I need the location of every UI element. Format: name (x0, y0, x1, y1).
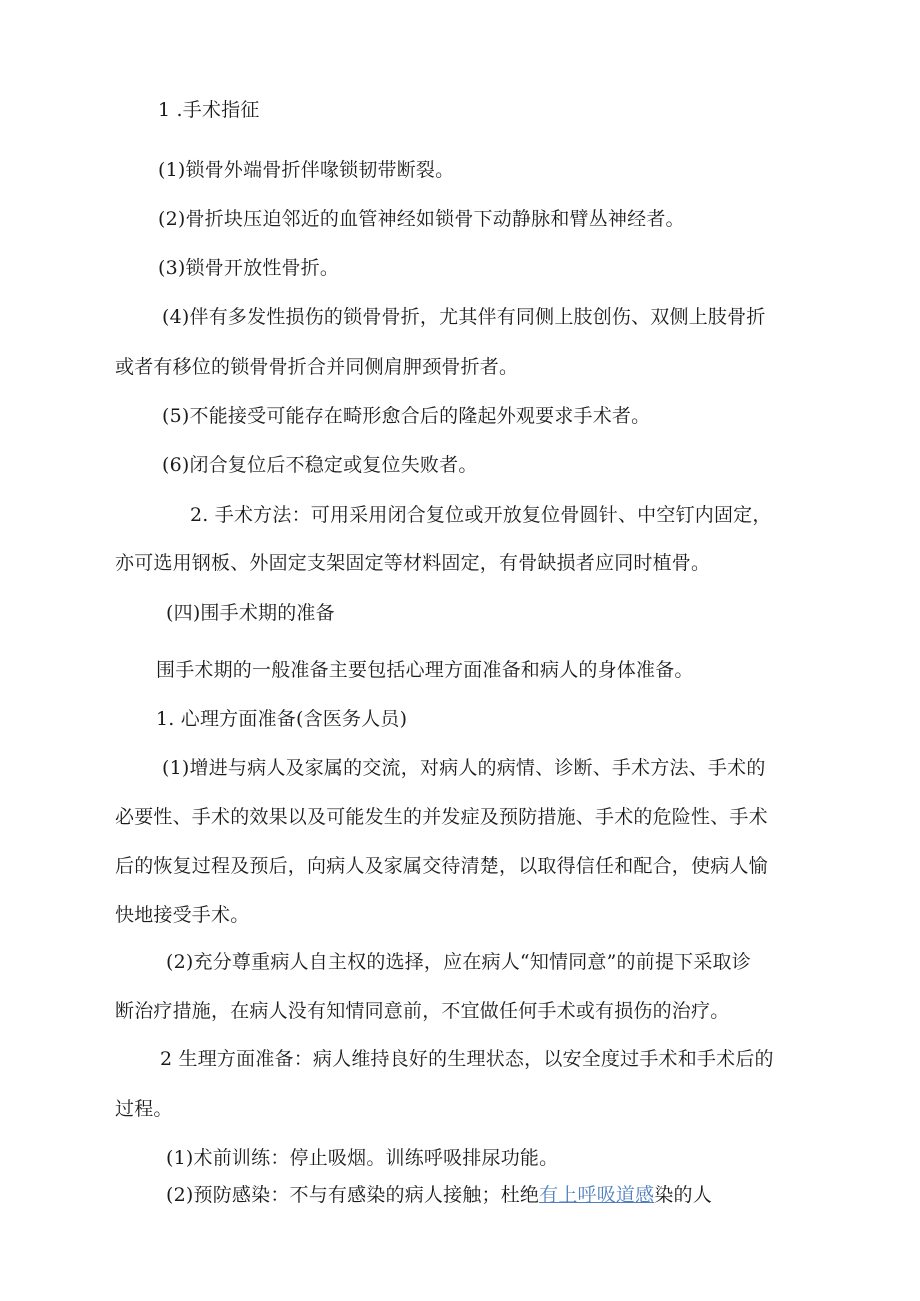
heading-surgical-indications: 1 .手术指征 (158, 99, 260, 121)
psych-item-2-line-1: (2)充分尊重病人自主权的选择，应在病人“知情同意”的前提下采取诊 (166, 951, 751, 973)
physio-item-1: (1)术前训练：停止吸烟。训练呼吸排尿功能。 (166, 1147, 559, 1169)
physio-item-2-text-before: (2)预防感染：不与有感染的病人接触；杜绝 (166, 1184, 540, 1206)
physiological-preparation-line-1: 2 生理方面准备：病人维持良好的生理状态，以安全度过手术和手术后的 (160, 1048, 774, 1070)
psych-item-1-line-3: 后的恢复过程及预后，向病人及家属交待清楚，以取得信任和配合，使病人愉 (115, 855, 768, 877)
physio-item-2 (166, 1183, 712, 1207)
upper-respiratory-infection-link[interactable]: 有上呼吸道感 (539, 1184, 655, 1206)
indication-1: (1)锁骨外端骨折伴喙锁韧带断裂。 (158, 159, 455, 181)
psych-item-2-line-2: 断治疗措施，在病人没有知情同意前，不宜做任何手术或有损伤的治疗。 (115, 1000, 730, 1022)
indication-5: (5)不能接受可能存在畸形愈合后的隆起外观要求手术者。 (162, 405, 651, 427)
psych-item-1-line-2: 必要性、手术的效果以及可能发生的并发症及预防措施、手术的危险性、手术 (115, 806, 768, 828)
surgical-method-line-2: 亦可选用钢板、外固定支架固定等材料固定，有骨缺损者应同时植骨。 (115, 552, 711, 574)
indication-4-line-1: (4)伴有多发性损伤的锁骨骨折，尤其伴有同侧上肢创伤、双侧上肢骨折 (162, 306, 766, 328)
heading-psychological-preparation: 1. 心理方面准备(含医务人员) (156, 708, 408, 730)
surgical-method-line-1: 2. 手术方法：可用采用闭合复位或开放复位骨圆针、中空钉内固定， (190, 504, 772, 526)
indication-2: (2)骨折块压迫邻近的血管神经如锁骨下动静脉和臂丛神经者。 (158, 208, 685, 230)
perioperative-intro: 围手术期的一般准备主要包括心理方面准备和病人的身体准备。 (156, 659, 694, 681)
heading-perioperative-preparation: (四)围手术期的准备 (166, 602, 335, 624)
indication-4-line-2: 或者有移位的锁骨骨折合并同侧肩胛颈骨折者。 (115, 356, 519, 378)
psych-item-1-line-1: (1)增进与病人及家属的交流，对病人的病情、诊断、手术方法、手术的 (162, 757, 766, 779)
physiological-preparation-line-2: 过程。 (115, 1098, 173, 1120)
psych-item-1-line-4: 快地接受手术。 (115, 904, 250, 926)
indication-3: (3)锁骨开放性骨折。 (158, 257, 340, 279)
indication-6: (6)闭合复位后不稳定或复位失败者。 (162, 454, 478, 476)
physio-item-2-text-after: 染的人 (654, 1184, 712, 1206)
